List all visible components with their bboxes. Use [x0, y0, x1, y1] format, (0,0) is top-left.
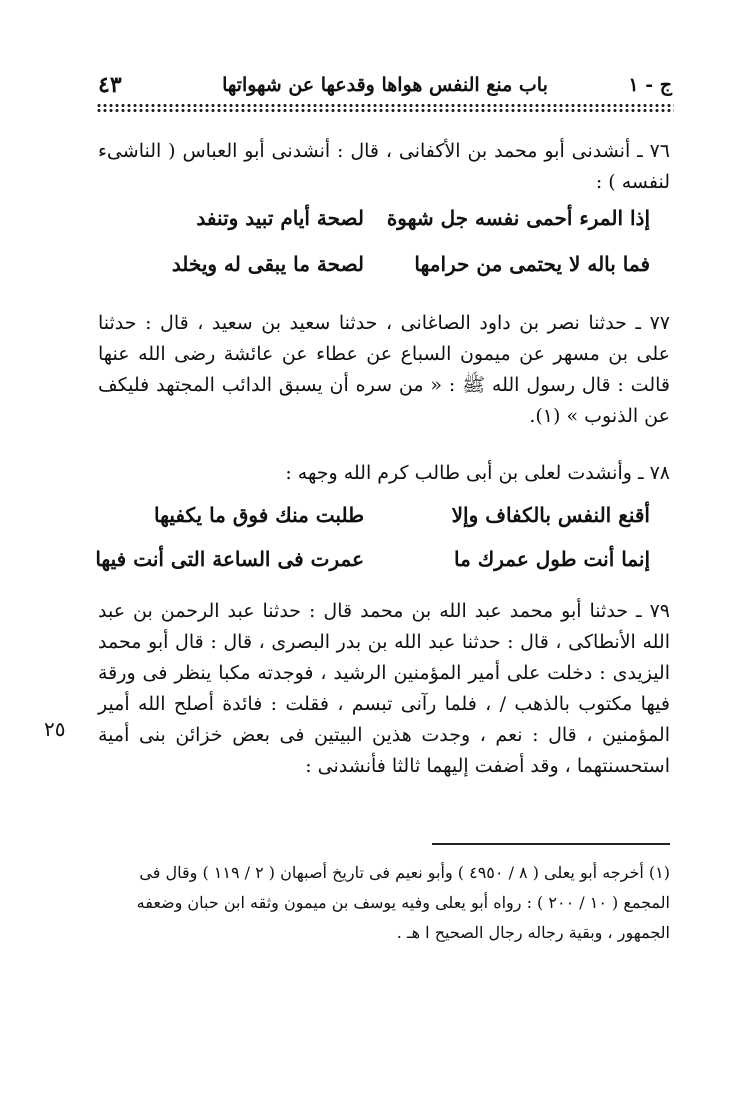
paragraph-78: ٧٨ ـ وأنشدت لعلى بن أبى طالب كرم الله وجهه :	[285, 462, 670, 484]
page-number: ٤٣	[98, 72, 122, 98]
paragraph-77: ٧٧ ـ حدثنا نصر بن داود الصاغانى ، حدثنا سعيد بن سعيد ، قال : حدثنا على بن مسهر عن ميمون السباع عن عطاء عن عائشة رضى الله عنها قالت : قال رسول الله ﷺ : « من سره أن يسبق الدائب المجتهد فليكف عن الذنوب » (١).	[98, 312, 670, 427]
chapter-title: باب منع النفس هواها وقدعها عن شهواتها	[222, 74, 548, 96]
verse-4-hemistich-1: إنما أنت طول عمرك ما	[454, 547, 650, 571]
verse-2-hemistich-1: فما باله لا يحتمى من حرامها	[414, 252, 650, 276]
verse-3-hemistich-1: أقنع النفس بالكفاف وإلا	[451, 503, 650, 527]
line-number-marker: ٢٥	[44, 717, 66, 741]
footnote-1: (١) أخرجه أبو يعلى ( ٨ / ٤٩٥٠ ) وأبو نعيم فى تاريخ أصبهان ( ٢ / ١١٩ ) وقال فى المجمع ( ١٠ / ٢٠٠ ) : رواه أبو يعلى وفيه يوسف بن ميمون وثقه ابن حبان وضعفه الجمهور ، وبقية رجاله رجال الصحيح ا هـ .	[136, 863, 670, 942]
paragraph-76: ٧٦ ـ أنشدنى أبو محمد بن الأكفانى ، قال : أنشدنى أبو العباس ( الناشىء لنفسه ) :	[98, 140, 670, 193]
volume-label: ج - ١	[628, 74, 672, 96]
running-header	[98, 70, 672, 102]
verse-3-hemistich-2: طلبت منك فوق ما يكفيها	[154, 503, 364, 527]
verse-2-hemistich-2: لصحة ما يبقى له ويخلد	[171, 252, 364, 276]
paragraph-79: ٧٩ ـ حدثنا أبو محمد عبد الله بن محمد قال : حدثنا عبد الرحمن بن عبد الله الأنطاكى ، قال : حدثنا عبد الله بن بدر البصرى ، قال : قال أبو محمد اليزيدى : دخلت على أمير المؤمنين الرشيد ، فوجدته مكبا ينظر فى ورقة فيها مكتوب بالذهب / ، فلما رآنى تبسم ، فقلت : فائدة أصلح الله أمير المؤمنين ، قال : نعم ، وجدت هذين البيتين فى بعض خزائن بنى أمية استحسنتهما ، وقد أضفت إليهما ثالثا فأنشدنى :	[98, 600, 670, 777]
footnote-separator	[432, 843, 670, 845]
verse-4-hemistich-2: عمرت فى الساعة التى أنت فيها	[95, 547, 364, 571]
header-ornament-border	[96, 103, 674, 113]
verse-1-hemistich-1: إذا المرء أحمى نفسه جل شهوة	[386, 206, 650, 230]
verse-1-hemistich-2: لصحة أيام تبيد وتنفد	[196, 206, 364, 230]
